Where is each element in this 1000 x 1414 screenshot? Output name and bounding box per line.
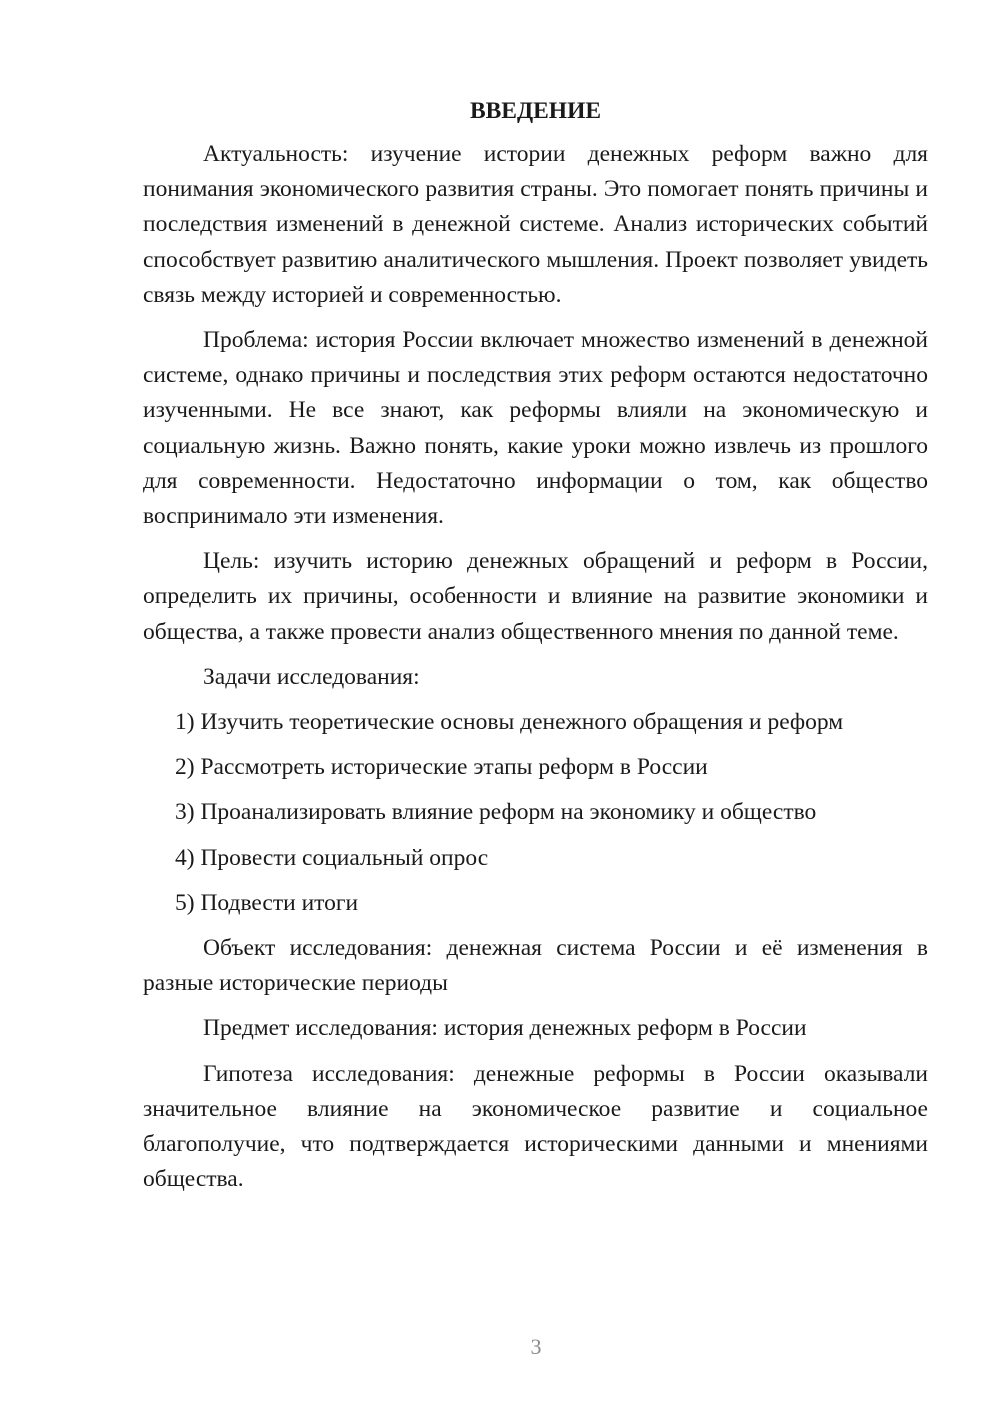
task-item: 4) Провести социальный опрос xyxy=(175,844,489,871)
section-heading: ВВЕДЕНИЕ xyxy=(469,98,602,124)
tasks-heading: Задачи исследования: xyxy=(203,663,420,690)
problem-paragraph: Проблема: история России включает множество изменений в денежной системе, однако причины и последствия этих реформ остаются недостаточно изученными. Не все знают, как реформы влияли на экономическую и социальную жизнь. Важно понять, какие уроки можно извлечь из прошлого для современности. Недостаточно информации о том, как общество воспринимало эти изменения. xyxy=(143,327,928,530)
hypothesis-paragraph: Гипотеза исследования: денежные реформы в России оказывали значительное влияние на экономическое развитие и социальное благополучие, что подтверждается историческими данными и мнениями общества. xyxy=(143,1060,928,1193)
tasks-list xyxy=(143,705,928,921)
object-paragraph: Объект исследования: денежная система России и её изменения в разные исторические периоды xyxy=(143,935,928,997)
task-item: 5) Подвести итоги xyxy=(175,889,359,916)
page-content xyxy=(143,96,928,1207)
task-item: 2) Рассмотреть исторические этапы реформ в России xyxy=(175,754,708,781)
subject-paragraph: Предмет исследования: история денежных реформ в России xyxy=(203,1015,807,1042)
relevance-paragraph: Актуальность: изучение истории денежных реформ важно для понимания экономического развития страны. Это помогает понять причины и последствия изменений в денежной системе. Анализ исторических событий способствует развитию аналитического мышления. Проект позволяет увидеть связь между историей и современностью. xyxy=(143,141,928,308)
page-number: 3 xyxy=(530,1334,542,1359)
goal-paragraph: Цель: изучить историю денежных обращений и реформ в России, определить их причины, особенности и влияние на развитие экономики и общества, а также провести анализ общественного мнения по данной теме. xyxy=(143,548,928,645)
task-item: 3) Проанализировать влияние реформ на экономику и общество xyxy=(175,799,817,826)
task-item: 1) Изучить теоретические основы денежного обращения и реформ xyxy=(175,709,844,736)
